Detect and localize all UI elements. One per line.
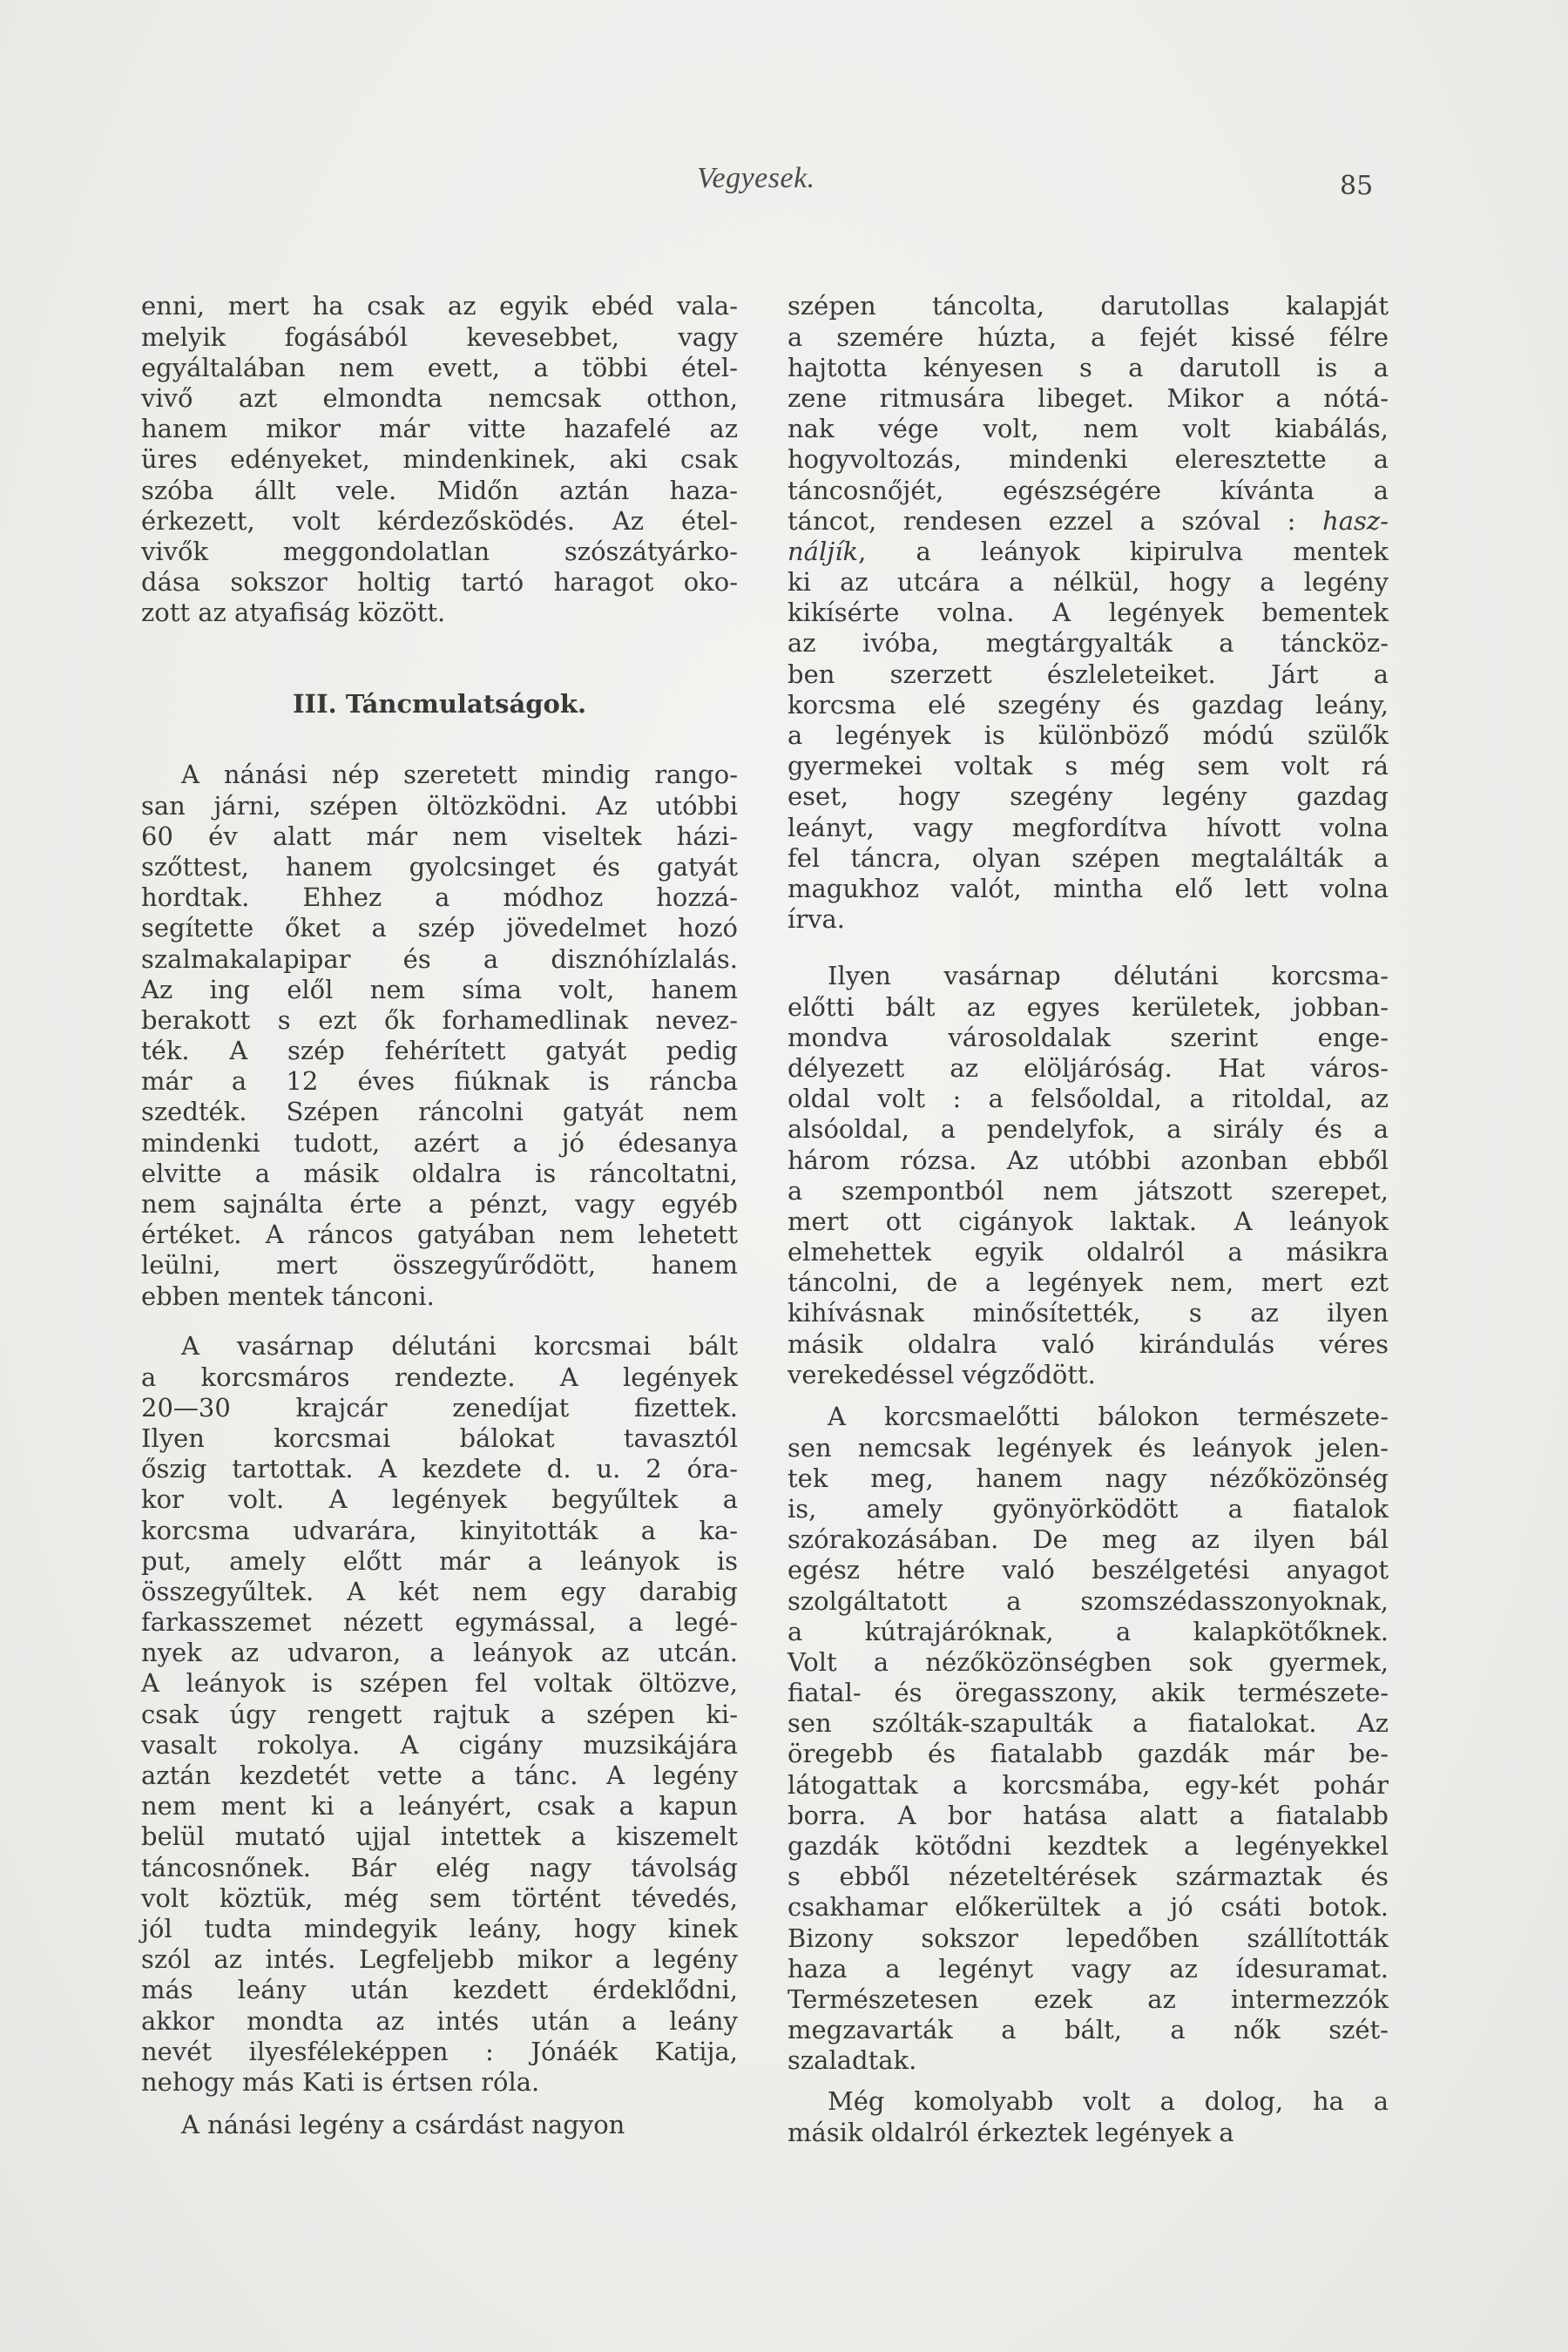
text-line: enni, mert ha csak az egyik ebéd vala- bbox=[141, 291, 738, 321]
text-line: szól az intés. Legfeljebb mikor a legény bbox=[141, 1944, 738, 1975]
text-line: Ilyen vasárnap délutáni korcsma- bbox=[828, 961, 1389, 991]
text-line: szépen táncolta, darutollas kalapját bbox=[787, 291, 1389, 321]
text-line: verekedéssel végződött. bbox=[787, 1359, 1096, 1389]
text-line: csakhamar előkerültek a jó csáti botok. bbox=[787, 1892, 1389, 1923]
text-line: szőttest, hanem gyolcsinget és gatyát bbox=[141, 851, 738, 882]
text-line: táncosnőjét, egészségére kívánta a bbox=[787, 475, 1389, 505]
text-line: csak úgy rengett rajtuk a szépen ki- bbox=[141, 1699, 738, 1729]
text-line: berakott s ezt ők forhamedlinak nevez- bbox=[141, 1004, 738, 1035]
text-line: Az ing elől nem síma volt, hanem bbox=[141, 974, 738, 1004]
text-line: put, amely előtt már a leányok is bbox=[141, 1545, 738, 1576]
text-line: Volt a nézőközönségben sok gyermek, bbox=[787, 1646, 1389, 1677]
text-line: fel táncra, olyan szépen megtalálták a bbox=[787, 842, 1389, 873]
text-line: már a 12 éves fiúknak is ráncba bbox=[141, 1066, 738, 1097]
text-line: Ilyen korcsmai bálokat tavasztól bbox=[141, 1423, 738, 1453]
text-line: elmehettek egyik oldalról a másikra bbox=[787, 1237, 1389, 1267]
text-line: sen nemcsak legények és leányok jelen- bbox=[787, 1432, 1389, 1463]
text-line: másik oldalra való kirándulás véres bbox=[787, 1328, 1389, 1359]
text-line: tek meg, hanem nagy nézőközönség bbox=[787, 1463, 1389, 1493]
text-line bbox=[787, 506, 1389, 537]
text-line: zott az atyafiság között. bbox=[141, 598, 446, 628]
text-line: délyezett az elöljáróság. Hat város- bbox=[787, 1052, 1389, 1083]
running-title: Vegyesek. bbox=[697, 162, 815, 194]
text-line: aztán kezdetét vette a tánc. A legény bbox=[141, 1761, 738, 1791]
text-line: vivők meggondolatlan szószátyárko- bbox=[141, 536, 738, 566]
text-line: mert ott cigányok laktak. A leányok bbox=[787, 1206, 1389, 1236]
paragraph bbox=[141, 291, 738, 628]
italic-term: hasz- bbox=[1322, 505, 1389, 536]
text-line: elvitte a másik oldalra is ráncoltatni, bbox=[141, 1158, 738, 1188]
text-line: értéket. A ráncos gatyában nem lehetett bbox=[141, 1220, 738, 1250]
text-line: fiatal- és öregasszony, akik természete- bbox=[787, 1678, 1389, 1708]
text-line: kikísérte volna. A legények bementek bbox=[787, 598, 1389, 628]
text-line: nak vége volt, nem volt kiabálás, bbox=[787, 414, 1389, 444]
text-line: 20—30 krajcár zenedíjat fizettek. bbox=[141, 1392, 738, 1423]
text-line: táncosnőnek. Bár elég nagy távolság bbox=[141, 1852, 738, 1882]
text-line: A nánási nép szeretett mindig rango- bbox=[181, 760, 738, 790]
text-line: borra. A bor hatása alatt a fiatalabb bbox=[787, 1800, 1389, 1830]
text-line: A nánási legény a csárdást nagyon bbox=[181, 2110, 625, 2140]
text-line: szaladtak. bbox=[787, 2045, 917, 2076]
text-line: nyek az udvaron, a leányok az utcán. bbox=[141, 1638, 738, 1668]
text-line bbox=[787, 537, 1389, 567]
text-line: szalmakalapipar és a disznóhízlalás. bbox=[141, 943, 738, 974]
text-line: előtti bált az egyes kerületek, jobban- bbox=[787, 991, 1389, 1022]
text-segment: táncot, rendesen ezzel a szóval : bbox=[787, 505, 1323, 536]
paragraph bbox=[141, 760, 738, 1311]
text-line: zene ritmusára libeget. Mikor a nótá- bbox=[787, 382, 1389, 413]
text-line: nem sajnálta érte a pénzt, vagy egyéb bbox=[141, 1189, 738, 1220]
text-line: sen szólták-szapulták a fiatalokat. Az bbox=[787, 1708, 1389, 1739]
text-line: ki az utcára a nélkül, hogy a legény bbox=[787, 567, 1389, 598]
text-line: mondva városoldalak szerint enge- bbox=[787, 1022, 1389, 1052]
text-line: összegyűltek. A két nem egy darabig bbox=[141, 1576, 738, 1606]
text-line: szedték. Szépen ráncolni gatyát nem bbox=[141, 1097, 738, 1127]
text-line: korcsma udvarára, kinyitották a ka- bbox=[141, 1515, 738, 1545]
text-line: is, amely gyönyörködött a fiatalok bbox=[787, 1493, 1389, 1524]
text-line: Bizony sokszor lepedőben szállították bbox=[787, 1923, 1389, 1953]
text-line: korcsma elé szegény és gazdag leány, bbox=[787, 689, 1389, 720]
text-line: leülni, mert összegyűrődött, hanem bbox=[141, 1250, 738, 1281]
text-line: szóba állt vele. Midőn aztán haza- bbox=[141, 475, 738, 505]
text-line: gyermekei voltak s még sem volt rá bbox=[787, 751, 1389, 781]
text-line: san járni, szépen öltözködni. Az utóbbi bbox=[141, 790, 738, 821]
text-line: nehogy más Kati is értsen róla. bbox=[141, 2066, 540, 2097]
paragraph bbox=[787, 1402, 1389, 2076]
text-line: eset, hogy szegény legény gazdag bbox=[787, 781, 1389, 812]
text-line: ben szerzett észleleteiket. Járt a bbox=[787, 659, 1389, 689]
text-line: írva. bbox=[787, 904, 846, 935]
text-line: a szempontból nem játszott szerepet, bbox=[787, 1175, 1389, 1206]
text-line: kor volt. A legények begyűltek a bbox=[141, 1484, 738, 1515]
text-line: hordtak. Ehhez a módhoz hozzá- bbox=[141, 882, 738, 913]
text-line: szolgáltatott a szomszédasszonyoknak, bbox=[787, 1585, 1389, 1616]
text-line: leányt, vagy megfordítva hívott volna bbox=[787, 812, 1389, 842]
text-line: látogattak a korcsmába, egy-két pohár bbox=[787, 1769, 1389, 1800]
text-line: segítette őket a szép jövedelmet hozó bbox=[141, 913, 738, 943]
text-line: táncolni, de a legények nem, mert ezt bbox=[787, 1267, 1389, 1298]
text-line: akkor mondta az intés után a leány bbox=[141, 2005, 738, 2036]
text-line: oldal volt : a felsőoldal, a ritoldal, az bbox=[787, 1084, 1389, 1114]
text-line: szórakozásában. De meg az ilyen bál bbox=[787, 1524, 1389, 1555]
section-heading: III. Táncmulatságok. bbox=[292, 689, 587, 720]
text-line: vasalt rokolya. A cigány muzsikájára bbox=[141, 1729, 738, 1760]
text-line: magukhoz valót, mintha elő lett volna bbox=[787, 873, 1389, 903]
page-number: 85 bbox=[1340, 171, 1374, 201]
paragraph bbox=[141, 2110, 738, 2140]
text-line: farkasszemet nézett egymással, a legé- bbox=[141, 1607, 738, 1638]
text-line: ték. A szép fehérített gatyát pedig bbox=[141, 1036, 738, 1066]
text-line: más leány után kezdett érdeklődni, bbox=[141, 1975, 738, 2005]
text-line: a legények is különböző módú szülők bbox=[787, 720, 1389, 751]
text-line: megzavarták a bált, a nők szét- bbox=[787, 2015, 1389, 2045]
text-line: nevét ilyesféleképpen : Jónáék Katija, bbox=[141, 2036, 738, 2066]
text-line: a kútrajáróknak, a kalapkötőknek. bbox=[787, 1616, 1389, 1646]
text-line: Természetesen ezek az intermezzók bbox=[787, 1984, 1389, 2014]
text-line: melyik fogásából kevesebbet, vagy bbox=[141, 321, 738, 352]
text-line: másik oldalról érkeztek legények a bbox=[787, 2117, 1234, 2147]
text-line: hajtotta kényesen s a darutoll is a bbox=[787, 352, 1389, 382]
text-line: vivő azt elmondta nemcsak otthon, bbox=[141, 382, 738, 413]
text-line: 60 év alatt már nem viseltek házi- bbox=[141, 821, 738, 851]
text-line: Még komolyabb volt a dolog, ha a bbox=[828, 2086, 1389, 2117]
text-line: A vasárnap délutáni korcsmai bált bbox=[181, 1331, 738, 1362]
paragraph bbox=[787, 291, 1389, 935]
text-line: üres edényeket, mindenkinek, aki csak bbox=[141, 444, 738, 475]
text-line: A leányok is szépen fel voltak öltözve, bbox=[141, 1668, 738, 1699]
italic-term: náljík bbox=[787, 536, 859, 566]
text-line: öregebb és fiatalabb gazdák már be- bbox=[787, 1739, 1389, 1769]
text-line: ebben mentek tánconi. bbox=[141, 1281, 435, 1311]
text-line: az ivóba, megtárgyalták a táncköz- bbox=[787, 628, 1389, 659]
text-line: a korcsmáros rendezte. A legények bbox=[141, 1362, 738, 1392]
text-line: dása sokszor holtig tartó haragot oko- bbox=[141, 567, 738, 598]
text-line: érkezett, volt kérdezősködés. Az étel- bbox=[141, 505, 738, 536]
text-line: s ebből nézeteltérések származtak és bbox=[787, 1862, 1389, 1892]
text-line: A korcsmaelőtti bálokon természete- bbox=[828, 1402, 1389, 1432]
text-line: belül mutató ujjal intettek a kiszemelt bbox=[141, 1821, 738, 1852]
text-line: kihívásnak minősítették, s az ilyen bbox=[787, 1298, 1389, 1328]
text-line: mindenki tudott, azért a jó édesanya bbox=[141, 1127, 738, 1158]
paragraph bbox=[787, 2086, 1389, 2147]
text-segment: , a leányok kipirulva mentek bbox=[858, 536, 1389, 566]
text-line: volt köztük, még sem történt tévedés, bbox=[141, 1882, 738, 1913]
text-line: haza a legényt vagy az ídesuramat. bbox=[787, 1953, 1389, 1984]
paragraph bbox=[141, 1331, 738, 2098]
text-line: egész hétre való beszélgetési anyagot bbox=[787, 1555, 1389, 1585]
text-line: hanem mikor már vitte hazafelé az bbox=[141, 414, 738, 444]
text-line: alsóoldal, a pendelyfok, a sirály és a bbox=[787, 1114, 1389, 1145]
text-line: egyáltalában nem evett, a többi étel- bbox=[141, 352, 738, 382]
paragraph bbox=[787, 961, 1389, 1390]
text-line: nem ment ki a leányért, csak a kapun bbox=[141, 1791, 738, 1821]
text-line: hogyvoltozás, mindenki eleresztette a bbox=[787, 444, 1389, 475]
text-line: három rózsa. Az utóbbi azonban ebből bbox=[787, 1145, 1389, 1175]
text-line: őszig tartottak. A kezdete d. u. 2 óra- bbox=[141, 1454, 738, 1484]
text-line: a szemére húzta, a fejét kissé félre bbox=[787, 321, 1389, 352]
text-line: jól tudta mindegyik leány, hogy kinek bbox=[141, 1913, 738, 1943]
text-line: gazdák kötődni kezdtek a legényekkel bbox=[787, 1831, 1389, 1862]
